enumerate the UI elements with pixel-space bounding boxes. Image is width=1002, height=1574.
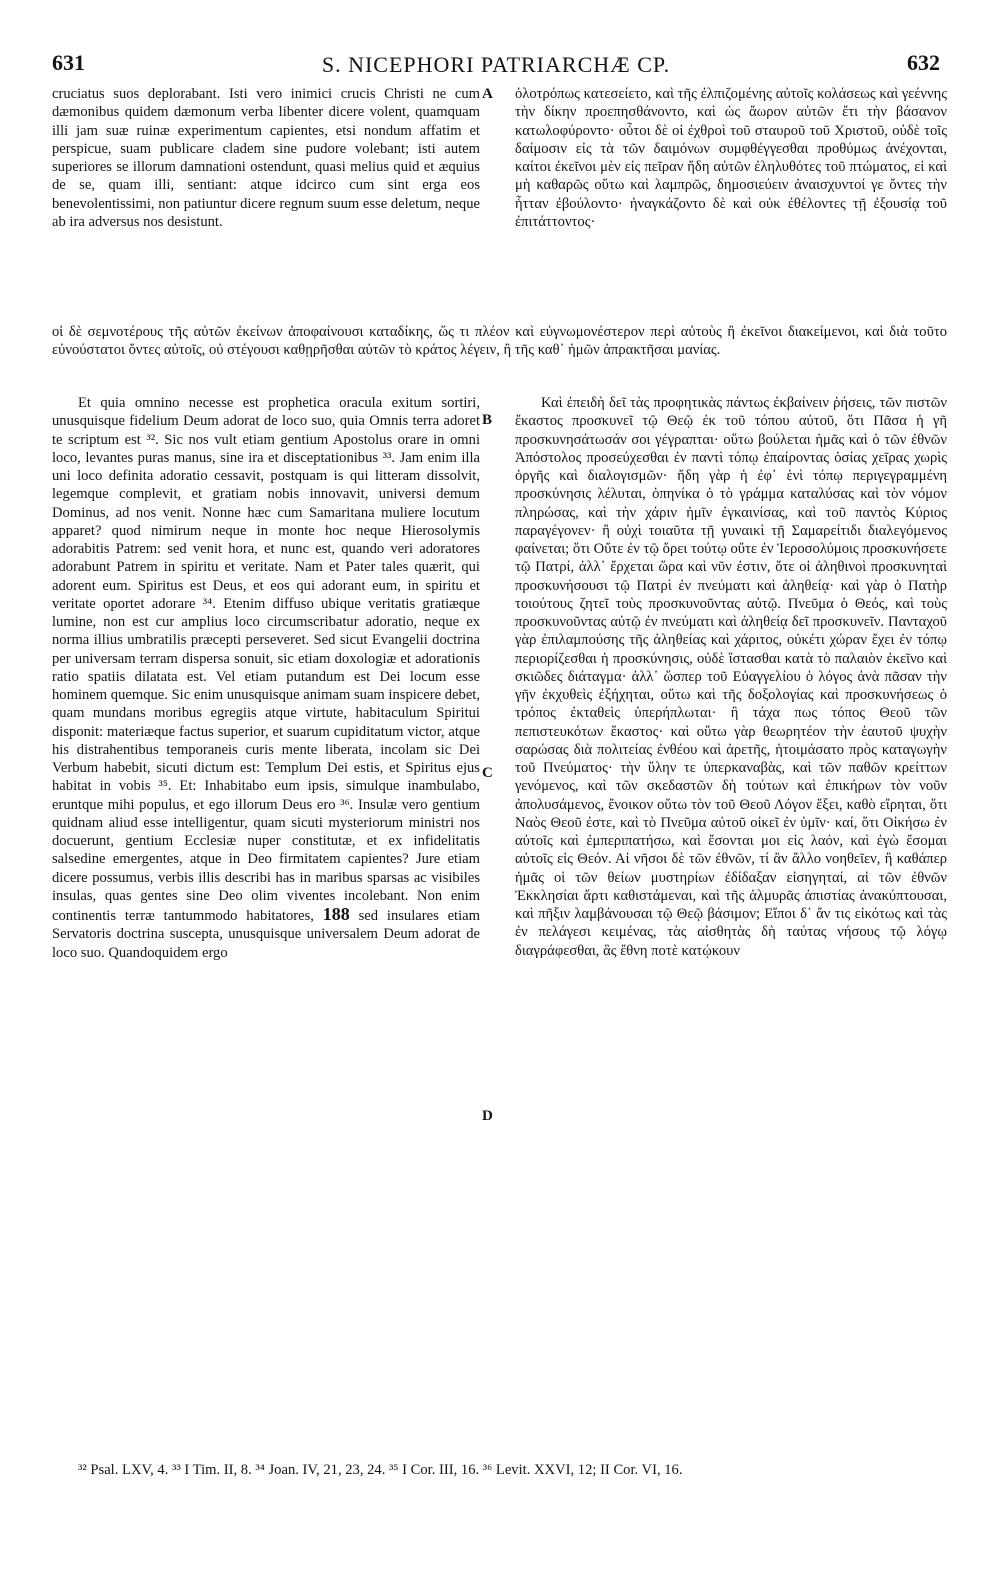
running-title: S. NICEPHORI PATRIARCHÆ CP.: [321, 52, 671, 77]
greek-paragraph: Καὶ ἐπειδὴ δεῖ τὰς προφητικὰς πάντως ἐκβαίνειν ῥήσεις, τῶν πιστῶν ἕκαστος προσκυνεῖ τῷ Θεῷ ἐκ τοῦ τόπου αὐτοῦ, ὅτι Πᾶσα ἡ γῆ προσκυνησάτωσάν σοι γέγραπται· οὕτω βούλεται ἡμᾶς καὶ ὁ τῶν ἐθνῶν Ἀπόστολος προσεύχεσθαι ἐν παντὶ τόπῳ ἐπαίροντας ὁσίας χεῖρας χωρὶς ὀργῆς καὶ διαλογισμῶν· ἤδη γὰρ ἡ ἐφ᾽ ἑνὶ τόπῳ περιγεγραμμένη προσκύνησις λέλυται, ὁπηνίκα ὁ τὸ γράμμα καταλύσας καὶ τὸν νόμον πληρώσας, καὶ τὴν χάριν ἡμῖν ἐγκαινίσας, καὶ τοῦ παντὸς Κύριος παραγέγονεν· ἢ οὐχὶ τοιαῦτα τῇ γυναικὶ τῇ Σαμαρείτιδι διαλεγόμενος φαίνεται; ὅτι Οὔτε ἐν τῷ ὄρει τούτῳ οὔτε ἐν Ἱεροσολύμοις προσκυνήσετε τῷ Πατρί, ἀλλ᾽ ἔρχεται ὥρα καὶ νῦν ἐστιν, ὅτε οἱ ἀληθινοὶ προσκυνηταὶ προσκυνήσουσι τῷ Πατρὶ ἐν πνεύματι καὶ ἀληθείᾳ· καὶ γὰρ ὁ Πατὴρ τοιούτους ζητεῖ τοὺς προσκυνοῦντας αὐτῷ. Πνεῦμα ὁ Θεός, καὶ τοὺς προσκυνοῦντας αὐτῷ ἐν πνεύματι καὶ ἀληθείᾳ δεῖ προσκυνεῖν. Πανταχοῦ γὰρ ἐπιλαμπούσης τῆς ἀληθείας καὶ χάριτος, οὐκέτι χώραν ἔχει ἐν τόπῳ περιορίζεσθαι ἡ προσκύνησις, οὐδὲ ἵστασθαι κατὰ τὸ παλαιὸν ἐκεῖνο καὶ σκιῶδες διάταγμα· ἀλλ᾽ ὥσπερ τοῦ Εὐαγγελίου ὁ λόγος ἀνὰ πᾶσαν τὴν γῆν ἐκχυθεὶς ἐξήχηται, οὕτω καὶ τῆς δοξολογίας καὶ προσκυνήσεως ὁ τρόπος ἐκταθεὶς ὑπερήπλωται· ἢ τάχα πως τόπος Θεοῦ τῶν πεπιστευκότων ἕκαστος· καὶ οὕτω γὰρ θεωρητέον τὴν ἑαυτοῦ ψυχὴν σαρώσας διὰ πολιτείας ἐνθέου καὶ ἀρετῆς, ἡτοιμάσατο πρὸς καταγωγὴν τοῦ Πνεύματος· τὴν ὕλην τε ὑπερκαναβὰς, καὶ τῶν παθῶν κρείττων γενόμενος, καὶ τῶν σκεδαστῶν δὴ τούτων καὶ ἐπικήρων τὸν νοῦν ἀπολυσάμενος, ἔνοικον οὕτω τὸν τοῦ Θεοῦ Λόγον ἕξει, καθὸ εἴρηται, ὅτι Ναὸς Θεοῦ ἐστε, καὶ τὸ Πνεῦμα αὐτοῦ οἰκεῖ ἐν ὑμῖν· καί, ὅτι Οἰκήσω ἐν αὐτοῖς καὶ ἐμπεριπατήσω, καὶ ἔσονται μοι εἰς λαόν, καὶ ἐγὼ ἔσομαι αὐτοῖς εἰς Θεόν. Αἱ νῆσοι δὲ τῶν ἐθνῶν, τί ἂν ἄλλο νοηθεῖεν, ἢ καθάπερ ἡμᾶς οἱ τῶν θείων μυστηρίων ἐδίδαξαν εἰσηγηταί, αἱ τῶν ἐθνῶν Ἐκκλησίαι ἄρτι καθιστάμεναι, καὶ τῆς ἁλμυρᾶς ἀπιστίας ἀνακύπτουσαι, καὶ πῆξιν λαμβάνουσαι τῷ Θεῷ βάσιμον; Εἴποι δ᾽ ἄν τις εἰκότως καὶ τὰς ἐν πελάγεσι κειμένας, τὰς αἰσθητὰς δὴ ταύτας νήσους τῷ λόγῳ διαγράφεσθαι, ἃς ἔθνη ποτὲ κατῴκουν: [515, 395, 947, 959]
section-marker-b: B: [482, 412, 493, 428]
latin-text: Et quia omnino necesse est prophetica oracula exitum sortiri, unusquisque fidelium Deum adorat de loco suo, quia Omnis terra adoret te scriptum est ³². Sic nos vult etiam gentium Apostolus orare in omni loco, levantes puras manus, sine ira et disceptationibus ³³. Jam enim illa uni loco definita adoratio cessavit, postquam is qui litteram dissolvit, legemque complevit, et gratiam nobis innovavit, universi demum Dominus, ad nos venit. Nonne hæc cum Samaritana muliere locutum apparet? quod nimirum neque in monte hoc neque Hierosolymis adorabitis Patrem: sed venit hora, et nunc est, quando veri adoratores adorabunt Patrem in spiritu et veritate. Nam et Pater tales quærit, qui adorent eum. Spiritus est Deus, et eos qui adorant eum, in spiritu et veritate oportet adorare ³⁴. Etenim diffuso ubique veritatis gratiæque lumine, non est cur amplius loco circumscribatur adoratio, neque ex norma illius umbratilis præcepti perseveret. Sed sicut Evangelii doctrina per universam terram dispersa sonuit, sic etiam doxologiæ et adorationis ratio spatiis dilatata est. Vel etiam putandum est Dei locum esse hominem quemque. Sic enim unusquisque animam suam inspicere debet, quam mundans moribus egregiis atque virtute, habitaculum Spiritui disponit: materiæque factus superior, et suarum cupiditatum victor, atque his distrahentibus temporaneis curis mente liberata, incolam sic Dei Verbum habebit, sicuti dictum est: Templum Dei estis, et Spiritus ejus habitat in vobis ³⁵. Et: Inhabitabo eum ipsis, simulque inambulabo, eruntque mihi populus, et ego illorum Deus ero ³⁶. Insulæ vero gentium quidnam aliud esse intelligentur, quam sicuti mysteriorum ministri nos docuerunt, gentium Ecclesiæ nuper constitutæ, et ex infidelitatis salsedine emergentes, atque in Deo firmitatem capientes? Jure etiam dicere possumus, verbis illis describi has in maribus sparsas ac visibiles insulas, quas gentes sine Deo olim viventes incolebant. Non enim continentis terræ tantummodo habitatores,: [52, 395, 480, 924]
footnotes: [78, 1461, 948, 1480]
greek-paragraph: οἱ δὲ σεμνοτέρους τῆς αὐτῶν ἐκείνων ἀποφαίνουσι καταδίκης, ὥς τι πλέον καὶ εὐγνωμονέστερον περὶ αὐτοὺς ἢ ἐκεῖνοι διακείμενοι, καὶ διὰ τοῦτο εὐνούστατοι ὄντες αὐτοῖς, οὐ στέγουσι καθῃρῆσθαι αὐτῶν τὸ κράτος λέγειν, ἢ τῆς καθ᾽ ἡμῶν ἀπρακτῆσαι μανίας.: [52, 324, 947, 359]
section-marker-c: C: [482, 765, 493, 781]
greek-paragraph: ὁλοτρόπως κατεσείετο, καὶ τῆς ἐλπιζομένης αὐτοῖς κολάσεως καὶ γεέννης τὴν δίκην προεπησθάνοντο, καὶ ὡς ἄωρον αὐτῶν ἔτι τὴν βάσανον κατωλοφύροντο· οὗτοι δὲ οἱ ἐχθροὶ τοῦ σταυροῦ τοῦ Χριστοῦ, οὐδὲ τοῖς δαίμοσιν εἰς τὰ τῶν δαιμόνων συμφθέγγεσθαι προθύμως ἀνέχονται, καίτοι ἐκεῖνοι μὲν εἰς πεῖραν ἤδη αὐτῶν ἐληλυθότες τοῦ πτώματος, εἰ καὶ μὴ καθαρῶς οὕτω καὶ λαμπρῶς, δημοσιεύειν ἀναισχυντοί γε ὄντες τὴν ἧτταν ἐβούλοντο· ἠναγκάζοντο δὲ καὶ οὐκ ἐθέλοντες τῇ ἐξουσίᾳ τοῦ ἐπιτάττοντος·: [515, 86, 947, 230]
page-number-left: 631: [52, 50, 85, 75]
page-number-right: 632: [907, 50, 940, 75]
page-header: [52, 46, 940, 80]
folio-marker: 188: [322, 904, 350, 924]
latin-paragraph: [52, 394, 480, 962]
latin-column-main: [52, 394, 480, 962]
greek-full-width-line: [52, 323, 947, 360]
latin-column-top: [52, 85, 480, 231]
greek-column-top: [515, 85, 947, 231]
section-marker-a: A: [482, 86, 493, 102]
greek-column-main: [515, 394, 947, 960]
section-marker-d: D: [482, 1108, 493, 1124]
latin-text: sed insulares etiam Servatoris doctrina suscepta, unusquisque universalem Deum adorat de loco suo. Quandoquidem ergo: [52, 908, 480, 961]
latin-paragraph: cruciatus suos deplorabant. Isti vero inimici crucis Christi ne cum dæmonibus quidem dæmonum verba libenter dicere volent, quamquam illi jam suæ ruinæ experimentum capientes, etsi nondum affatim et perspicue, suam publicare cladem sine pudore volebant; isti autem superiores se illorum damnationi ostendunt, quasi melius quid et æquius de se, quam illi, sentiant: atque idcirco cum sint erga eos benevolentissimi, non patiuntur dicere regnum suum esse deletum, neque ab ira adversus nos desistunt.: [52, 86, 480, 230]
footnote-text: ³² Psal. LXV, 4. ³³ I Tim. II, 8. ³⁴ Joan. IV, 21, 23, 24. ³⁵ I Cor. III, 16. ³⁶ Levit. XXVI, 12; II Cor. VI, 16.: [78, 1462, 683, 1478]
